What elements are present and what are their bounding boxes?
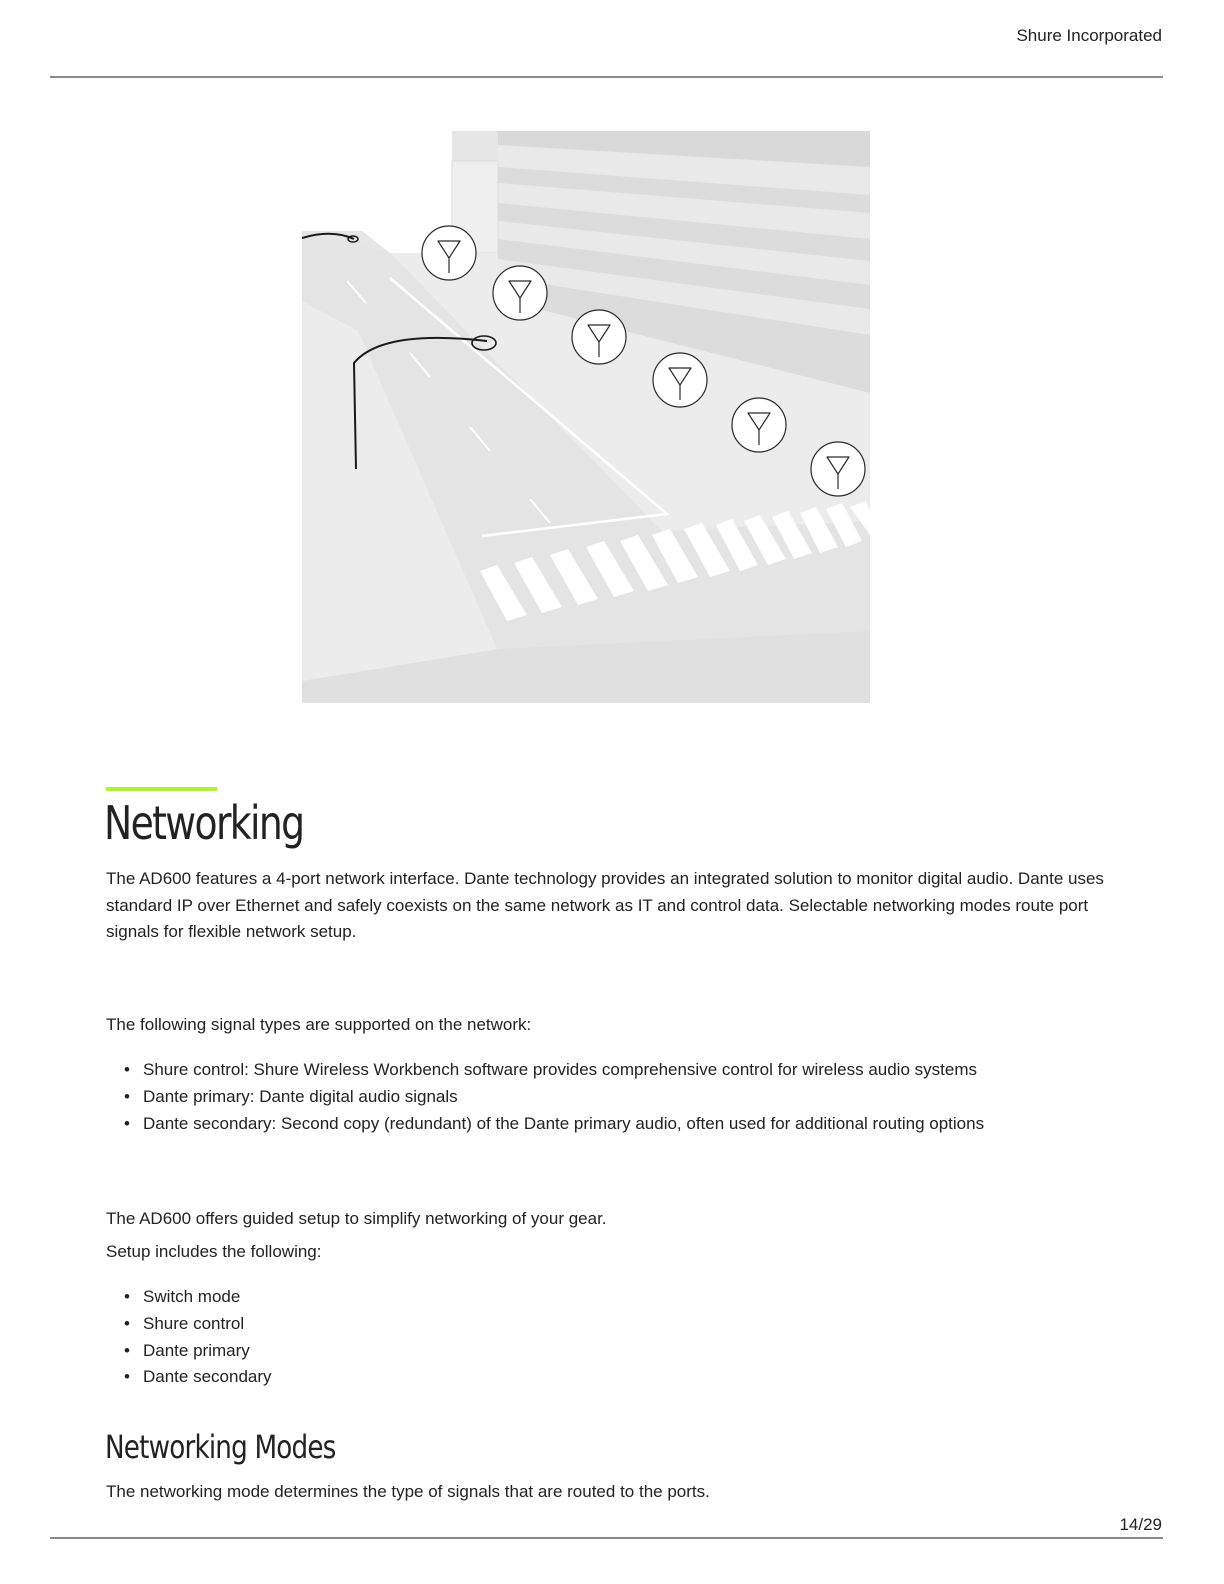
- section-title: Networking: [104, 796, 304, 850]
- list-item: • Dante secondary: Second copy (redundant) of the Dante primary audio, often used for additional routing options: [106, 1111, 984, 1138]
- antenna-icon: [732, 398, 786, 452]
- subsection-title: Networking Modes: [105, 1428, 336, 1466]
- list-item: • Dante secondary: [106, 1364, 272, 1391]
- guided-setup-paragraph: The AD600 offers guided setup to simplify networking of your gear.: [106, 1209, 607, 1228]
- signal-types-list: [106, 1057, 984, 1137]
- intro-paragraph: The AD600 features a 4-port network interface. Dante technology provides an integrated solution to monitor digital audio. Dante uses standard IP over Ethernet and safely coexists on the same network as IT and control data. Selectable networking modes route port signals for flexible network setup.: [106, 869, 1104, 941]
- antenna-icon: [422, 226, 476, 280]
- footer-rule: [50, 1537, 1163, 1539]
- street-antenna-illustration: [302, 131, 870, 703]
- list-item: • Dante primary: [106, 1338, 272, 1365]
- setup-items-list: [106, 1284, 272, 1391]
- page-number: 14/29: [1119, 1515, 1162, 1534]
- subsection-paragraph: The networking mode determines the type of signals that are routed to the ports.: [106, 1482, 710, 1501]
- list-item: • Shure control: Shure Wireless Workbench software provides comprehensive control for wireless audio systems: [106, 1057, 984, 1084]
- setup-intro: Setup includes the following:: [106, 1242, 322, 1261]
- antenna-icon: [572, 310, 626, 364]
- list-item: • Dante primary: Dante digital audio signals: [106, 1084, 984, 1111]
- antenna-icon: [493, 266, 547, 320]
- header-rule: [50, 76, 1163, 78]
- antenna-icon: [653, 353, 707, 407]
- antenna-icon: [811, 442, 865, 496]
- list-item: • Switch mode: [106, 1284, 272, 1311]
- header-company: Shure Incorporated: [1016, 26, 1162, 45]
- list-item: • Shure control: [106, 1311, 272, 1338]
- signal-types-intro: The following signal types are supported on the network:: [106, 1015, 532, 1034]
- section-accent-bar: [106, 787, 217, 791]
